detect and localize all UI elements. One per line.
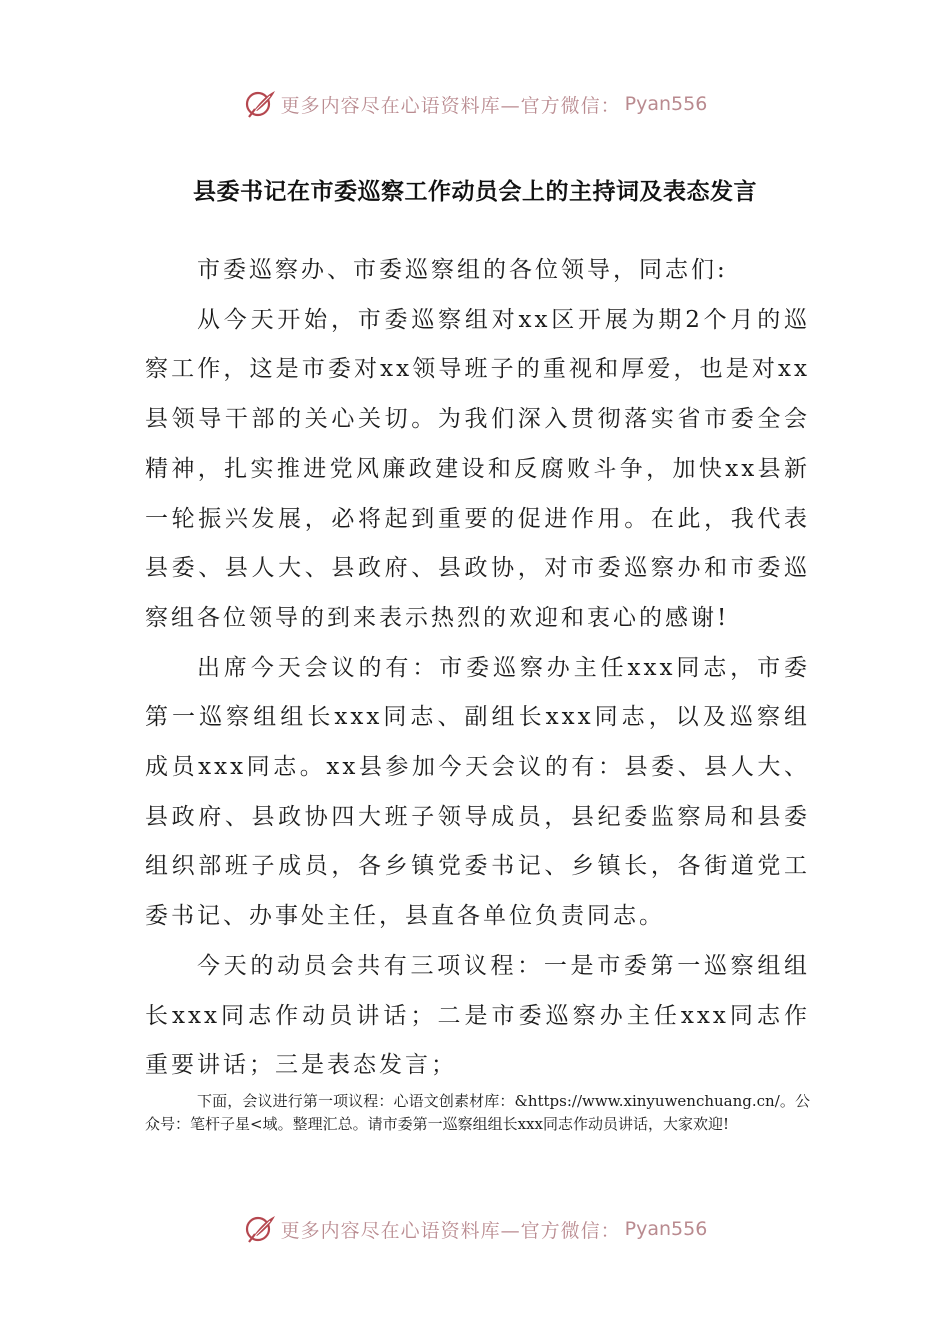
small-print-note [145, 1090, 810, 1135]
banner-wechat-handle: Pyan556 [624, 93, 708, 115]
banner-text: 更多内容尽在心语资料库—官方微信： [280, 94, 621, 117]
paragraph: 从今天开始，市委巡察组对xx区开展为期2个月的巡察工作，这是市委对xx领导班子的重视和厚爱，也是对xx县领导干部的关心关切。为我们深入贯彻落实省市委全会精神，扎实推进党风廉政建设和反腐败斗争，加快xx县新一轮振兴发展，必将起到重要的促进作用。在此，我代表县委、县人大、县政府、县政协，对市委巡察办和市委巡察组各位领导的到来表示热烈的欢迎和衷心的感谢! [145, 306, 810, 631]
footer-banner [0, 1209, 950, 1249]
document-body [145, 246, 810, 1091]
document-title: 县委书记在市委巡察工作动员会上的主持词及表态发言 [193, 178, 757, 205]
header-banner [0, 84, 950, 124]
note-paragraph: 下面，会议进行第一项议程：心语文创素材库：&https://www.xinyuwenchuang.cn/。公众号：笔杆子星<域。整理汇总。请市委第一巡察组组长xxx同志作动员讲话，大家欢迎! [145, 1092, 810, 1133]
banner-text: 更多内容尽在心语资料库—官方微信： [280, 1219, 621, 1242]
paragraph: 市委巡察办、市委巡察组的各位领导，同志们: [197, 257, 728, 283]
paragraph: 出席今天会议的有：市委巡察办主任xxx同志，市委第一巡察组组长xxx同志、副组长xxx同志，以及巡察组成员xxx同志。xx县参加今天会议的有：县委、县人大、县政府、县政协四大班子领导成员，县纪委监察局和县委组织部班子成员，各乡镇党委书记、乡镇长，各街道党工委书记、办事处主任，县直各单位负责同志。 [145, 654, 810, 930]
paragraph: 今天的动员会共有三项议程：一是市委第一巡察组组长xxx同志作动员讲话；二是市委巡察办主任xxx同志作重要讲话；三是表态发言； [145, 952, 810, 1079]
quill-pen-logo-icon [243, 87, 277, 121]
quill-pen-logo-icon [243, 1212, 277, 1246]
banner-wechat-handle: Pyan556 [624, 1218, 708, 1240]
